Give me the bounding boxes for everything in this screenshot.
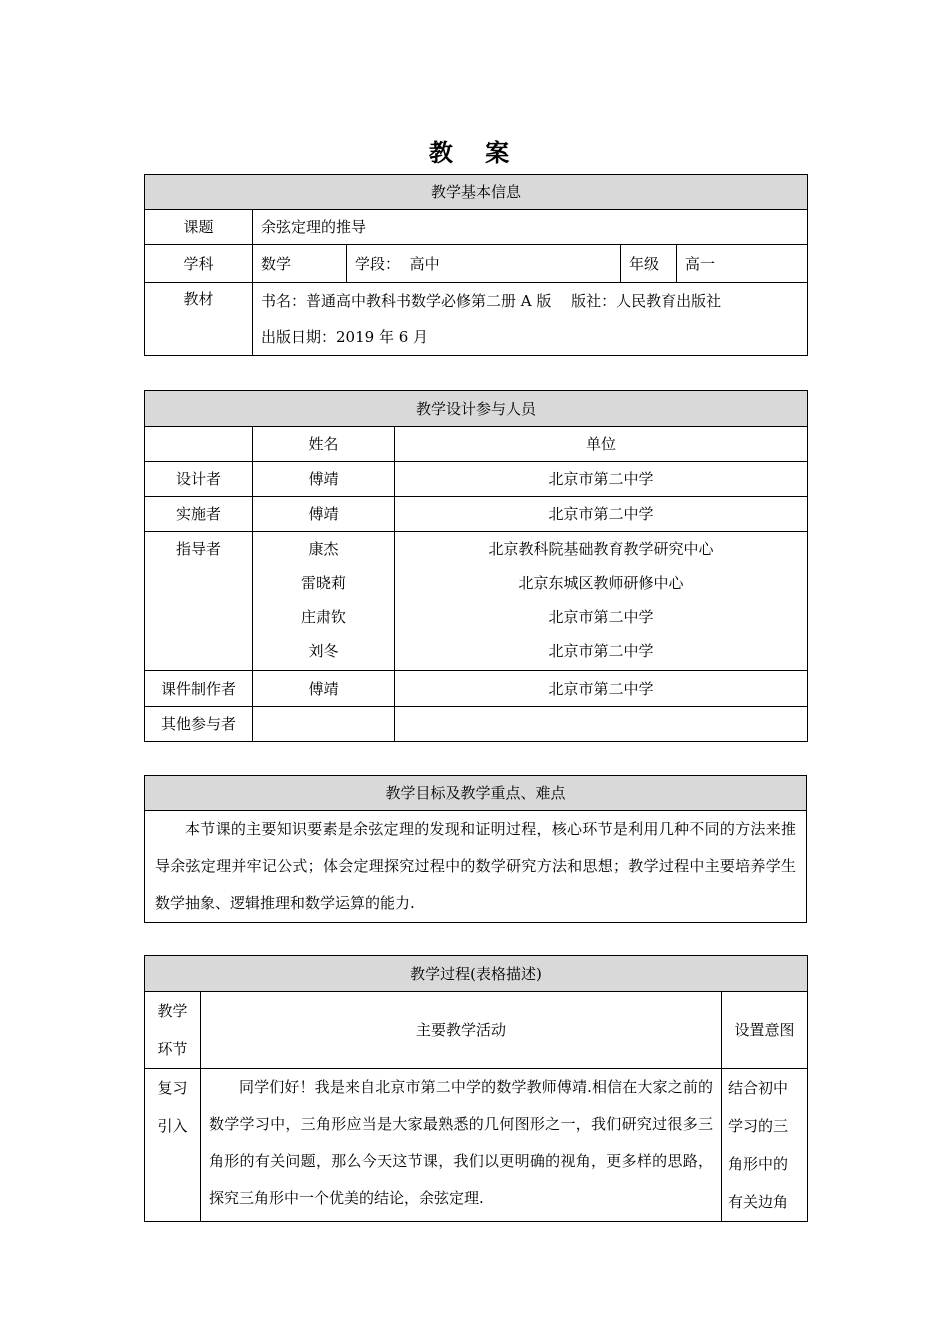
intent-text: 结合初中学习的三角形中的有关边角: [722, 1069, 808, 1222]
activity-text: 同学们好！我是来自北京市第二中学的数学教师傅靖.相信在大家之前的数学学习中，三角形应当是大家最熟悉的几何图形之一，我们研究过很多三角形的有关问题，那么今天这节课，我们以更明确的视角，更多样的思路，探究三角形中一个优美的结论，余弦定理.: [201, 1069, 722, 1222]
participant-name: 傅靖: [253, 497, 395, 532]
participant-name: 康杰: [308, 540, 339, 558]
participant-unit: 北京市第二中学: [395, 462, 808, 497]
goals-header: 教学目标及教学重点、难点: [145, 776, 807, 811]
textbook-value: [253, 283, 808, 356]
goals-text: 本节课的主要知识要素是余弦定理的发现和证明过程，核心环节是利用几种不同的方法来推导余弦定理并牢记公式；体会定理探究过程中的数学研究方法和思想；教学过程中主要培养学生数学抽象、逻辑推理和数学运算的能力.: [145, 811, 807, 923]
textbook-line-2: 出版日期：2019 年 6 月: [261, 328, 429, 346]
topic-value: 余弦定理的推导: [253, 210, 808, 245]
basic-info-table: [144, 174, 808, 356]
participant-unit: 北京教科院基础教育教学研究中心: [488, 540, 714, 558]
basic-info-header: 教学基本信息: [145, 175, 808, 210]
goals-table: [144, 775, 807, 923]
stage-line-2: 引入: [157, 1117, 188, 1135]
grade-label: 年级: [621, 245, 677, 283]
participant-unit: 北京市第二中学: [395, 497, 808, 532]
participants-table: [144, 390, 808, 742]
participant-name: 刘冬: [308, 642, 339, 660]
stage-value: 高中: [409, 254, 440, 273]
col-stage-line-1: 教学: [157, 1002, 188, 1020]
participant-name: [253, 707, 395, 742]
stage-label: 学段：: [355, 254, 401, 273]
process-header: 教学过程(表格描述): [145, 956, 808, 992]
participants-header: 教学设计参与人员: [145, 391, 808, 427]
stage-cell: [347, 245, 621, 283]
stage-line-1: 复习: [157, 1079, 188, 1097]
role-designer: 设计者: [145, 462, 253, 497]
topic-label: 课题: [145, 210, 253, 245]
participant-name: 傅靖: [253, 671, 395, 707]
role-advisor: 指导者: [145, 532, 253, 671]
subject-label: 学科: [145, 245, 253, 283]
participant-unit: [395, 707, 808, 742]
participant-name: 傅靖: [253, 462, 395, 497]
advisor-units: [395, 532, 808, 671]
participant-name: 庄肃钦: [300, 608, 346, 626]
role-other-participants: 其他参与者: [145, 707, 253, 742]
textbook-line-1: 书名：普通高中教科书数学必修第二册 A 版 版社：人民教育出版社: [261, 292, 722, 310]
blank-cell: [145, 427, 253, 462]
subject-value: 数学: [253, 245, 347, 283]
participant-unit: 北京东城区教师研修中心: [518, 574, 684, 592]
stage-cell-review: [145, 1069, 201, 1222]
role-courseware-maker: 课件制作者: [145, 671, 253, 707]
advisor-names: [253, 532, 395, 671]
participant-name: 雷晓莉: [300, 574, 346, 592]
grade-value: 高一: [677, 245, 808, 283]
col-activity-header: 主要教学活动: [201, 992, 722, 1069]
page-title: 教 案: [428, 138, 522, 167]
col-stage-line-2: 环节: [157, 1040, 188, 1058]
role-implementer: 实施者: [145, 497, 253, 532]
textbook-label: 教材: [145, 283, 253, 356]
participant-unit: 北京市第二中学: [548, 642, 654, 660]
process-table: [144, 955, 808, 1222]
participant-unit: 北京市第二中学: [395, 671, 808, 707]
participant-unit: 北京市第二中学: [548, 608, 654, 626]
col-stage-header: [145, 992, 201, 1069]
col-name-header: 姓名: [253, 427, 395, 462]
col-intent-header: 设置意图: [722, 992, 808, 1069]
col-unit-header: 单位: [395, 427, 808, 462]
